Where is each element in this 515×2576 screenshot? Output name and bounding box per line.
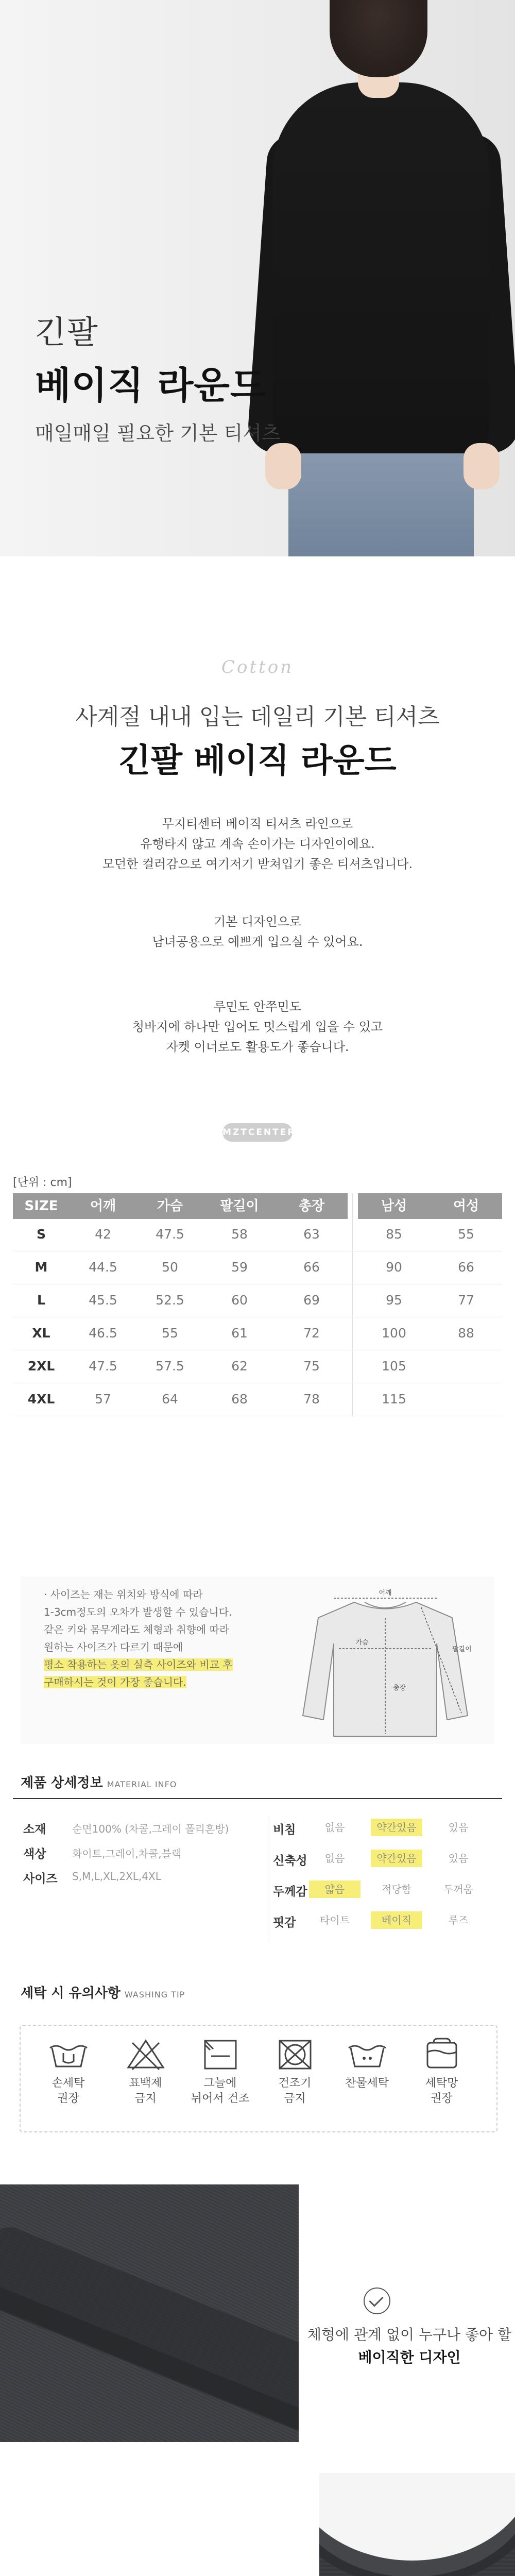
- shirt-measure-diagram: [298, 1587, 473, 1741]
- fabric-caption: [304, 2324, 515, 2369]
- table-cell: 105: [382, 1359, 406, 1374]
- table-cell: 62: [231, 1359, 248, 1374]
- intro-line: 무지티센터 베이직 티셔츠 라인으로: [162, 817, 353, 831]
- wash-label-line: 권장: [57, 2092, 79, 2105]
- measure-note: 1-3cm정도의 오차가 발생할 수 있습니다.: [44, 1606, 232, 1618]
- table-cell: 4XL: [27, 1392, 55, 1406]
- table-cell: 50: [162, 1260, 178, 1275]
- table-cell: M: [35, 1260, 48, 1275]
- table-cell: 60: [231, 1293, 248, 1308]
- intro-line: 모던한 컬러감으로 여기저기 받쳐입기 좋은 티셔츠입니다.: [102, 857, 413, 871]
- measure-note: 같은 키와 몸무게라도 체형과 취향에 따라: [44, 1623, 230, 1636]
- table-divider: [352, 1193, 353, 1417]
- wash-label: [191, 2076, 250, 2107]
- diagram-label: 팔길이: [452, 1646, 472, 1653]
- material-key: 사이즈: [23, 1872, 58, 1886]
- table-cell: 66: [458, 1260, 474, 1275]
- property-option: 루즈: [448, 1914, 469, 1926]
- wash-label-line: 찬물세탁: [345, 2077, 389, 2090]
- property-key: 두께감: [273, 1885, 307, 1899]
- material-value: 순면100% (차콜,그레이 폴리혼방): [72, 1823, 229, 1835]
- caption-bold: [304, 2346, 515, 2369]
- column-header: 여성: [453, 1198, 479, 1214]
- section-title: 제품 상세정보: [21, 1775, 103, 1791]
- wash-item: [116, 2038, 175, 2107]
- intro-paragraph: [0, 997, 515, 1057]
- washing-tip-title: [21, 1982, 185, 2002]
- property-option: 적당함: [382, 1883, 411, 1895]
- table-cell: 59: [231, 1260, 248, 1275]
- fabric-photo-neck: [319, 2473, 515, 2576]
- wash-30-icon: [347, 2038, 388, 2071]
- diagram-label: 가슴: [355, 1639, 369, 1647]
- section-title-en: MATERIAL INFO: [107, 1780, 177, 1789]
- property-option-selected: 약간있음: [371, 1850, 422, 1867]
- brand-badge: MZTCENTER: [222, 1123, 293, 1142]
- intro-line: 유행타지 않고 계속 손이가는 디자인이에요.: [140, 837, 375, 851]
- table-cell: 115: [382, 1392, 406, 1406]
- column-header: 팔길이: [220, 1198, 259, 1214]
- material-value: 화이트,그레이,차콜,블랙: [72, 1848, 182, 1860]
- column-header: 어깨: [90, 1198, 116, 1214]
- column-header: 총장: [298, 1198, 325, 1214]
- intro-line: 자켓 이너로도 활용도가 좋습니다.: [166, 1040, 349, 1054]
- table-cell: 100: [382, 1326, 406, 1341]
- material-value: S,M,L,XL,2XL,4XL: [72, 1870, 161, 1883]
- table-cell: 68: [231, 1392, 248, 1406]
- highlighted-note: 평소 착용하는 옷의 실측 사이즈와 비교 후: [44, 1658, 233, 1671]
- table-cell: 55: [162, 1326, 178, 1341]
- wash-item: [265, 2038, 324, 2107]
- property-key: 신축성: [273, 1854, 307, 1868]
- section-divider: [13, 1798, 502, 1799]
- table-cell: 42: [95, 1227, 111, 1242]
- property-option-selected: 약간있음: [371, 1819, 422, 1836]
- hero-description: 매일매일 필요한 기본 티셔츠: [35, 422, 281, 445]
- wash-item: [412, 2038, 471, 2107]
- table-cell: 95: [386, 1293, 402, 1308]
- diagram-label: 어깨: [379, 1589, 392, 1597]
- wash-item: [337, 2038, 397, 2091]
- property-option: 있음: [448, 1821, 469, 1834]
- check-icon: [364, 2287, 390, 2314]
- intro-subtitle: 사계절 내내 입는 데일리 기본 티셔츠: [75, 704, 440, 730]
- intro-paragraph: [0, 912, 515, 952]
- wash-label-line: 금지: [134, 2092, 157, 2105]
- wash-label-line: 손세탁: [52, 2077, 85, 2090]
- table-cell: 69: [303, 1293, 320, 1308]
- no-tumble-dry-icon: [274, 2038, 316, 2071]
- wash-label-line: 세탁망: [425, 2077, 458, 2090]
- property-option: 없음: [324, 1852, 345, 1865]
- hero-title: 베이직 라운드: [35, 364, 267, 407]
- section-title-en: WASHING TIP: [124, 1990, 185, 1999]
- property-option-selected: 베이직: [371, 1911, 422, 1929]
- table-cell: S: [36, 1227, 46, 1242]
- table-cell: 66: [303, 1260, 320, 1275]
- wash-item: [191, 2038, 250, 2107]
- table-cell: 57: [95, 1392, 111, 1406]
- table-cell: 46.5: [89, 1326, 117, 1341]
- intro-line: 루민도 안쭈민도: [214, 999, 301, 1014]
- table-cell: [430, 1384, 502, 1415]
- property-option-selected: 얇음: [309, 1880, 360, 1898]
- table-cell: 77: [458, 1293, 474, 1308]
- hero-section: [0, 0, 515, 556]
- fabric-photo-sleeve: [0, 2184, 299, 2442]
- model-black-longsleeve-tshirt: [273, 82, 489, 453]
- wash-label-line: 권장: [431, 2092, 453, 2105]
- table-cell: 47.5: [156, 1227, 184, 1242]
- property-option: 없음: [324, 1821, 345, 1834]
- caption-bold-text: 베이직한 디자인: [358, 2349, 461, 2366]
- measure-note: [44, 1673, 186, 1691]
- section-title: 세탁 시 유의사항: [21, 1986, 121, 2001]
- fit-table-header: [358, 1193, 502, 1219]
- wash-label: [116, 2076, 175, 2107]
- table-cell: 90: [386, 1260, 402, 1275]
- size-table-header: [13, 1193, 348, 1219]
- table-cell: 2XL: [27, 1359, 55, 1374]
- bullet: ·: [44, 1588, 50, 1601]
- table-cell: 45.5: [89, 1293, 117, 1308]
- model-hand: [265, 443, 301, 489]
- table-cell: [430, 1351, 502, 1382]
- wash-label: [412, 2076, 471, 2107]
- table-cell: 85: [386, 1227, 402, 1242]
- table-cell: 57.5: [156, 1359, 184, 1374]
- intro-line: 남녀공용으로 예쁘게 입으실 수 있어요.: [152, 935, 363, 949]
- cotton-signature: Cotton: [221, 657, 294, 677]
- material-key: 소재: [23, 1823, 46, 1836]
- wash-label-line: 그늘에: [203, 2077, 237, 2090]
- wash-label: [39, 2076, 98, 2107]
- table-cell: 44.5: [89, 1260, 117, 1275]
- table-cell: 52.5: [156, 1293, 184, 1308]
- table-cell: L: [37, 1293, 45, 1308]
- table-cell: 61: [231, 1326, 248, 1341]
- property-option: 두꺼움: [443, 1883, 473, 1895]
- shade-dry-icon: [200, 2038, 241, 2071]
- property-option: 타이트: [320, 1914, 350, 1926]
- property-key: 핏감: [273, 1916, 296, 1929]
- intro-title: 긴팔 베이직 라운드: [118, 742, 397, 780]
- table-cell: 88: [458, 1326, 474, 1341]
- measure-note: [44, 1586, 203, 1603]
- measure-note-text: 사이즈는 재는 위치와 방식에 따라: [50, 1588, 203, 1601]
- table-cell: 64: [162, 1392, 178, 1406]
- table-cell: 58: [231, 1227, 248, 1242]
- model-hand: [464, 443, 500, 489]
- laundry-net-icon: [421, 2038, 462, 2071]
- caption-line: 체형에 관계 없이 누구나 좋아 할: [307, 2326, 512, 2343]
- table-cell: XL: [32, 1326, 50, 1341]
- wash-label-line: 건조기: [278, 2077, 312, 2090]
- model-jeans: [288, 443, 474, 556]
- unit-label: [단위 : cm]: [13, 1176, 72, 1189]
- measure-note: [44, 1656, 233, 1673]
- wash-label: [337, 2076, 397, 2091]
- table-cell: 47.5: [89, 1359, 117, 1374]
- material-key: 색상: [23, 1848, 46, 1861]
- no-bleach-icon: [125, 2038, 166, 2071]
- wash-item: [39, 2038, 98, 2107]
- wash-label-line: 표백제: [129, 2077, 162, 2090]
- property-option: 있음: [448, 1852, 469, 1865]
- column-header: SIZE: [24, 1198, 58, 1214]
- table-cell: 63: [303, 1227, 320, 1242]
- diagram-label: 총장: [393, 1684, 406, 1692]
- table-cell: 75: [303, 1359, 320, 1374]
- intro-line: 청바지에 하나만 입어도 멋스럽게 입을 수 있고: [132, 1020, 383, 1034]
- table-cell: 78: [303, 1392, 320, 1406]
- wash-label: [265, 2076, 324, 2107]
- property-key: 비침: [273, 1823, 296, 1837]
- wash-label-line: 뉘어서 건조: [191, 2092, 250, 2105]
- material-info-title: [21, 1772, 177, 1791]
- column-header: 남성: [381, 1198, 407, 1214]
- hand-wash-icon: [48, 2038, 89, 2071]
- wash-label-line: 금지: [284, 2092, 306, 2105]
- hero-subtitle: 긴팔: [35, 313, 99, 351]
- highlighted-note: 구매하시는 것이 가장 좋습니다.: [44, 1676, 186, 1688]
- column-header: 가슴: [157, 1198, 183, 1214]
- table-cell: 72: [303, 1326, 320, 1341]
- measure-note: 원하는 사이즈가 다르기 때문에: [44, 1641, 183, 1653]
- table-cell: 55: [458, 1227, 474, 1242]
- intro-paragraph: [0, 814, 515, 874]
- intro-line: 기본 디자인으로: [214, 914, 301, 929]
